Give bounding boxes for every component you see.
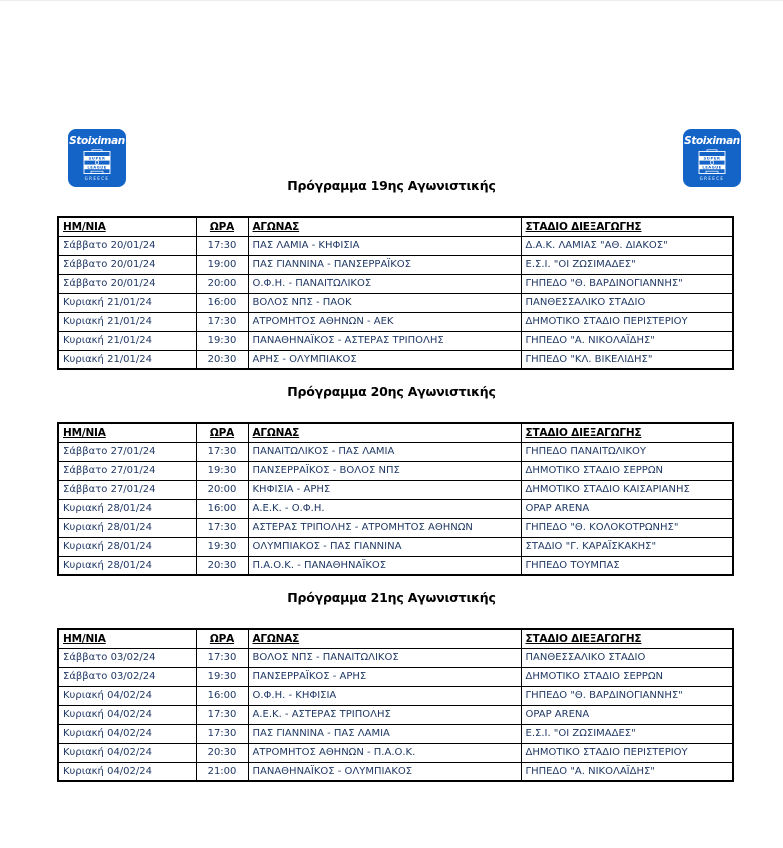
table-row — [58, 705, 733, 724]
table-row — [58, 274, 733, 293]
cell-date: Σάββατο 20/01/24 — [58, 255, 196, 274]
cell-time: 16:00 — [196, 293, 248, 312]
cell-date: Κυριακή 21/01/24 — [58, 293, 196, 312]
cell-stadium: ΓΗΠΕΔΟ "Α. ΝΙΚΟΛΑΪΔΗΣ" — [521, 762, 733, 781]
column-header-date: ΗΜ/ΝΙΑ — [58, 629, 196, 648]
cell-date: Σάββατο 27/01/24 — [58, 461, 196, 480]
header-row — [58, 423, 733, 442]
cell-date: Κυριακή 21/01/24 — [58, 331, 196, 350]
cell-match: ΠΑΣ ΛΑΜΙΑ - ΚΗΦΙΣΙΑ — [248, 236, 521, 255]
stoiximan-logo-right — [683, 129, 741, 187]
stoiximan-wordmark: Stoiximan — [69, 135, 125, 147]
table-row — [58, 686, 733, 705]
cell-stadium: ΓΗΠΕΔΟ ΠΑΝΑΙΤΩΛΙΚΟΥ — [521, 442, 733, 461]
table-row — [58, 537, 733, 556]
cell-time: 17:30 — [196, 518, 248, 537]
cell-time: 17:30 — [196, 705, 248, 724]
cell-date: Σάββατο 27/01/24 — [58, 442, 196, 461]
cell-date: Κυριακή 21/01/24 — [58, 350, 196, 369]
section-matchday-20 — [0, 383, 783, 576]
cell-stadium: ΓΗΠΕΔΟ "ΚΛ. ΒΙΚΕΛΙΔΗΣ" — [521, 350, 733, 369]
cell-stadium: Ε.Σ.Ι. "ΟΙ ΖΩΣΙΜΑΔΕΣ" — [521, 724, 733, 743]
cell-time: 20:00 — [196, 274, 248, 293]
cell-match: ΒΟΛΟΣ ΝΠΣ - ΠΑΝΑΙΤΩΛΙΚΟΣ — [248, 648, 521, 667]
table-row — [58, 236, 733, 255]
cell-stadium: ΓΗΠΕΔΟ ΤΟΥΜΠΑΣ — [521, 556, 733, 575]
cell-time: 19:00 — [196, 255, 248, 274]
column-header-time: ΩΡΑ — [196, 217, 248, 236]
cell-date: Κυριακή 04/02/24 — [58, 743, 196, 762]
cell-match: ΠΑΝΣΕΡΡΑΪΚΟΣ - ΒΟΛΟΣ ΝΠΣ — [248, 461, 521, 480]
cell-date: Κυριακή 28/01/24 — [58, 518, 196, 537]
table-row — [58, 648, 733, 667]
cell-time: 17:30 — [196, 236, 248, 255]
cell-time: 16:00 — [196, 686, 248, 705]
cell-time: 17:30 — [196, 724, 248, 743]
svg-text:SUPER: SUPER — [88, 155, 106, 161]
cell-match: Ο.Φ.Η. - ΠΑΝΑΙΤΩΛΙΚΟΣ — [248, 274, 521, 293]
stoiximan-logo-left — [68, 129, 126, 187]
cell-time: 20:00 — [196, 480, 248, 499]
cell-time: 20:30 — [196, 556, 248, 575]
cell-match: ΟΛΥΜΠΙΑΚΟΣ - ΠΑΣ ΓΙΑΝΝΙΝΑ — [248, 537, 521, 556]
column-header-date: ΗΜ/ΝΙΑ — [58, 423, 196, 442]
cell-match: ΠΑΣ ΓΙΑΝΝΙΝΑ - ΠΑΝΣΕΡΡΑΪΚΟΣ — [248, 255, 521, 274]
table-row — [58, 461, 733, 480]
header-row — [58, 629, 733, 648]
cell-time: 17:30 — [196, 648, 248, 667]
column-header-stadium: ΣΤΑΔΙΟ ΔΙΕΞΑΓΩΓΗΣ — [521, 629, 733, 648]
table-row — [58, 255, 733, 274]
table-row — [58, 762, 733, 781]
cell-match: Ο.Φ.Η. - ΚΗΦΙΣΙΑ — [248, 686, 521, 705]
cell-stadium: ΔΗΜΟΤΙΚΟ ΣΤΑΔΙΟ ΣΕΡΡΩΝ — [521, 461, 733, 480]
cell-date: Σάββατο 03/02/24 — [58, 667, 196, 686]
cell-match: ΚΗΦΙΣΙΑ - ΑΡΗΣ — [248, 480, 521, 499]
cell-stadium: ΓΗΠΕΔΟ "Θ. ΚΟΛΟΚΟΤΡΩΝΗΣ" — [521, 518, 733, 537]
cell-date: Κυριακή 28/01/24 — [58, 499, 196, 518]
column-header-time: ΩΡΑ — [196, 629, 248, 648]
cell-time: 17:30 — [196, 312, 248, 331]
cell-stadium: ΔΗΜΟΤΙΚΟ ΣΤΑΔΙΟ ΣΕΡΡΩΝ — [521, 667, 733, 686]
column-header-match: ΑΓΩΝΑΣ — [248, 629, 521, 648]
cell-date: Κυριακή 21/01/24 — [58, 312, 196, 331]
cell-time: 19:30 — [196, 461, 248, 480]
table-row — [58, 743, 733, 762]
cell-stadium: OPAP ARENA — [521, 499, 733, 518]
cell-stadium: ΔΗΜΟΤΙΚΟ ΣΤΑΔΙΟ ΚΑΙΣΑΡΙΑΝΗΣ — [521, 480, 733, 499]
cell-stadium: Δ.Α.Κ. ΛΑΜΙΑΣ "ΑΘ. ΔΙΑΚΟΣ" — [521, 236, 733, 255]
cell-date: Σάββατο 27/01/24 — [58, 480, 196, 499]
svg-text:SUPER: SUPER — [703, 155, 721, 161]
cell-match: ΠΑΝΑΘΗΝΑΪΚΟΣ - ΑΣΤΕΡΑΣ ΤΡΙΠΟΛΗΣ — [248, 331, 521, 350]
svg-text:GREECE: GREECE — [84, 176, 110, 181]
schedule-table-matchday-21 — [57, 628, 734, 782]
cell-date: Κυριακή 04/02/24 — [58, 762, 196, 781]
column-header-match: ΑΓΩΝΑΣ — [248, 217, 521, 236]
cell-stadium: ΔΗΜΟΤΙΚΟ ΣΤΑΔΙΟ ΠΕΡΙΣΤΕΡΙΟΥ — [521, 312, 733, 331]
cell-date: Κυριακή 28/01/24 — [58, 537, 196, 556]
cell-date: Σάββατο 03/02/24 — [58, 648, 196, 667]
svg-text:LEAGUE: LEAGUE — [702, 164, 722, 170]
table-row — [58, 556, 733, 575]
column-header-date: ΗΜ/ΝΙΑ — [58, 217, 196, 236]
schedule-table-matchday-20 — [57, 422, 734, 576]
cell-time: 21:00 — [196, 762, 248, 781]
cell-stadium: ΔΗΜΟΤΙΚΟ ΣΤΑΔΙΟ ΠΕΡΙΣΤΕΡΙΟΥ — [521, 743, 733, 762]
cell-time: 19:30 — [196, 667, 248, 686]
cell-match: ΑΤΡΟΜΗΤΟΣ ΑΘΗΝΩΝ - Π.Α.Ο.Κ. — [248, 743, 521, 762]
cell-time: 20:30 — [196, 350, 248, 369]
table-row — [58, 724, 733, 743]
column-header-stadium: ΣΤΑΔΙΟ ΔΙΕΞΑΓΩΓΗΣ — [521, 423, 733, 442]
cell-match: ΑΣΤΕΡΑΣ ΤΡΙΠΟΛΗΣ - ΑΤΡΟΜΗΤΟΣ ΑΘΗΝΩΝ — [248, 518, 521, 537]
table-row — [58, 293, 733, 312]
cell-time: 19:30 — [196, 331, 248, 350]
table-row — [58, 331, 733, 350]
table-row — [58, 350, 733, 369]
column-header-match: ΑΓΩΝΑΣ — [248, 423, 521, 442]
section-title: Πρόγραμμα 19ης Αγωνιστικής — [287, 178, 496, 193]
cell-stadium: ΠΑΝΘΕΣΣΑΛΙΚΟ ΣΤΑΔΙΟ — [521, 648, 733, 667]
cell-stadium: OPAP ARENA — [521, 705, 733, 724]
cell-time: 20:30 — [196, 743, 248, 762]
cell-time: 16:00 — [196, 499, 248, 518]
cell-match: Π.Α.Ο.Κ. - ΠΑΝΑΘΗΝΑΪΚΟΣ — [248, 556, 521, 575]
cell-match: ΠΑΝΣΕΡΡΑΪΚΟΣ - ΑΡΗΣ — [248, 667, 521, 686]
svg-text:LEAGUE: LEAGUE — [87, 164, 107, 170]
table-row — [58, 442, 733, 461]
cell-stadium: ΠΑΝΘΕΣΣΑΛΙΚΟ ΣΤΑΔΙΟ — [521, 293, 733, 312]
table-row — [58, 499, 733, 518]
cell-match: Α.Ε.Κ. - Ο.Φ.Η. — [248, 499, 521, 518]
cell-stadium: ΓΗΠΕΔΟ "Θ. ΒΑΡΔΙΝΟΓΙΑΝΝΗΣ" — [521, 274, 733, 293]
header-row — [58, 217, 733, 236]
football-pitch-icon — [693, 149, 731, 183]
section-title: Πρόγραμμα 21ης Αγωνιστικής — [287, 590, 496, 605]
football-pitch-icon — [78, 149, 116, 183]
column-header-stadium: ΣΤΑΔΙΟ ΔΙΕΞΑΓΩΓΗΣ — [521, 217, 733, 236]
cell-match: ΠΑΣ ΓΙΑΝΝΙΝΑ - ΠΑΣ ΛΑΜΙΑ — [248, 724, 521, 743]
cell-time: 17:30 — [196, 442, 248, 461]
cell-date: Κυριακή 04/02/24 — [58, 724, 196, 743]
cell-date: Κυριακή 04/02/24 — [58, 705, 196, 724]
cell-match: Α.Ε.Κ. - ΑΣΤΕΡΑΣ ΤΡΙΠΟΛΗΣ — [248, 705, 521, 724]
svg-text:GREECE: GREECE — [699, 176, 725, 181]
column-header-time: ΩΡΑ — [196, 423, 248, 442]
cell-stadium: ΓΗΠΕΔΟ "Α. ΝΙΚΟΛΑΪΔΗΣ" — [521, 331, 733, 350]
table-row — [58, 518, 733, 537]
schedule-table-matchday-19 — [57, 216, 734, 370]
schedule-content — [0, 1, 783, 782]
table-row — [58, 667, 733, 686]
cell-stadium: Ε.Σ.Ι. "ΟΙ ΖΩΣΙΜΑΔΕΣ" — [521, 255, 733, 274]
cell-stadium: ΣΤΑΔΙΟ "Γ. ΚΑΡΑΪΣΚΑΚΗΣ" — [521, 537, 733, 556]
cell-match: ΑΤΡΟΜΗΤΟΣ ΑΘΗΝΩΝ - ΑΕΚ — [248, 312, 521, 331]
section-matchday-19 — [0, 177, 783, 370]
cell-match: ΑΡΗΣ - ΟΛΥΜΠΙΑΚΟΣ — [248, 350, 521, 369]
cell-date: Σάββατο 20/01/24 — [58, 236, 196, 255]
cell-match: ΠΑΝΑΘΗΝΑΪΚΟΣ - ΟΛΥΜΠΙΑΚΟΣ — [248, 762, 521, 781]
cell-date: Κυριακή 28/01/24 — [58, 556, 196, 575]
table-row — [58, 480, 733, 499]
table-row — [58, 312, 733, 331]
cell-date: Σάββατο 20/01/24 — [58, 274, 196, 293]
cell-time: 19:30 — [196, 537, 248, 556]
section-title: Πρόγραμμα 20ης Αγωνιστικής — [287, 384, 496, 399]
section-matchday-21 — [0, 589, 783, 782]
stoiximan-wordmark: Stoiximan — [684, 135, 740, 147]
cell-match: ΠΑΝΑΙΤΩΛΙΚΟΣ - ΠΑΣ ΛΑΜΙΑ — [248, 442, 521, 461]
cell-match: ΒΟΛΟΣ ΝΠΣ - ΠΑΟΚ — [248, 293, 521, 312]
cell-date: Κυριακή 04/02/24 — [58, 686, 196, 705]
cell-stadium: ΓΗΠΕΔΟ "Θ. ΒΑΡΔΙΝΟΓΙΑΝΝΗΣ" — [521, 686, 733, 705]
